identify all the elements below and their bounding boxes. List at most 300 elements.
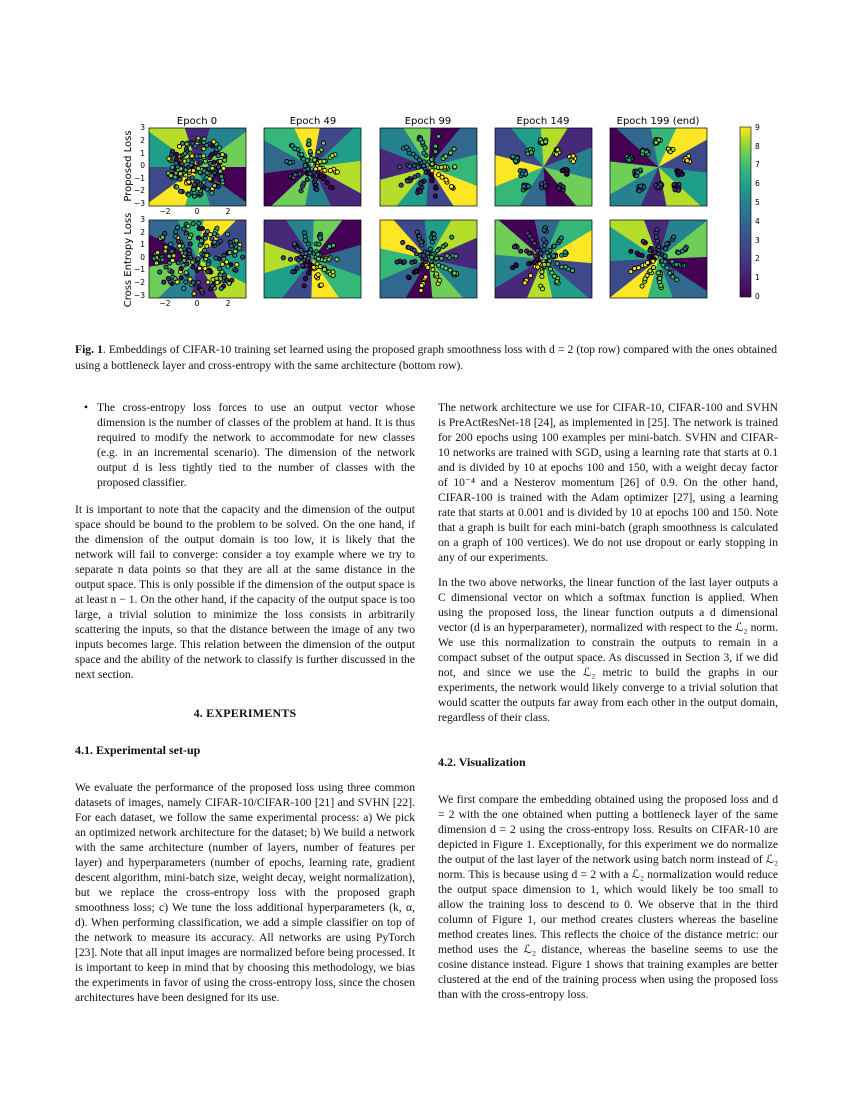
data-point — [636, 266, 640, 270]
data-point — [202, 248, 206, 252]
data-point — [512, 245, 516, 249]
data-point — [414, 269, 418, 273]
data-point — [205, 253, 209, 257]
data-point — [429, 157, 433, 161]
data-point — [439, 256, 443, 260]
data-point — [655, 228, 659, 232]
bullet-item — [75, 400, 415, 490]
x-axis-ticks-row2 — [159, 299, 230, 308]
y-axis-ticks-row2 — [134, 215, 145, 300]
data-point — [215, 226, 219, 230]
subsection-title-visualization: 4.2. Visualization — [438, 755, 526, 769]
data-point — [291, 270, 295, 274]
data-point — [293, 173, 297, 177]
svg-text:−1: −1 — [133, 265, 145, 274]
data-point — [305, 263, 309, 267]
data-point — [680, 249, 684, 253]
data-point — [670, 259, 674, 263]
data-point — [188, 236, 192, 240]
data-point — [170, 165, 174, 169]
data-point — [167, 157, 171, 161]
data-point — [648, 269, 652, 273]
data-point — [178, 189, 182, 193]
data-point — [179, 167, 183, 171]
svg-text:−3: −3 — [133, 291, 145, 300]
data-point — [430, 263, 434, 267]
data-point — [317, 242, 321, 246]
data-point — [173, 277, 177, 281]
data-point — [196, 180, 200, 184]
data-point — [173, 175, 177, 179]
data-point — [205, 187, 209, 191]
data-point — [529, 274, 533, 278]
x-axis-ticks-row1 — [159, 207, 230, 216]
data-point — [187, 248, 191, 252]
data-point — [190, 176, 194, 180]
section-title-experiments: 4. EXPERIMENTS — [193, 706, 297, 720]
data-point — [220, 153, 224, 157]
data-point — [445, 254, 449, 258]
data-point — [202, 154, 206, 158]
data-point — [453, 165, 457, 169]
data-point — [228, 250, 232, 254]
data-point — [513, 159, 517, 163]
data-point — [430, 162, 434, 166]
row-label-cross-entropy: Cross Entropy Loss — [123, 212, 134, 308]
data-point — [292, 242, 296, 246]
data-point — [313, 158, 317, 162]
data-point — [198, 161, 202, 165]
data-point — [314, 167, 318, 171]
data-point — [315, 187, 319, 191]
data-point — [186, 158, 190, 162]
data-point — [297, 258, 301, 262]
data-point — [325, 180, 329, 184]
data-point — [318, 265, 322, 269]
svg-text:2: 2 — [140, 228, 145, 237]
svg-text:8: 8 — [755, 142, 760, 151]
data-point — [552, 274, 556, 278]
data-point — [440, 175, 444, 179]
data-point — [299, 189, 303, 193]
data-point — [212, 184, 216, 188]
svg-text:2: 2 — [755, 254, 760, 263]
left-column — [75, 400, 415, 1015]
data-point — [156, 250, 160, 254]
data-point — [217, 267, 221, 271]
data-point — [202, 180, 206, 184]
svg-text:0: 0 — [140, 253, 145, 262]
data-point — [237, 246, 241, 250]
data-point — [434, 272, 438, 276]
data-point — [555, 262, 559, 266]
data-point — [647, 255, 651, 259]
data-point — [186, 224, 190, 228]
data-point — [654, 140, 658, 144]
data-point — [235, 263, 239, 267]
data-point — [532, 241, 536, 245]
data-point — [554, 152, 558, 156]
data-point — [511, 266, 515, 270]
svg-text:2: 2 — [225, 299, 231, 308]
data-point — [560, 265, 564, 269]
data-point — [173, 234, 177, 238]
data-point — [519, 249, 523, 253]
data-point — [327, 257, 331, 261]
data-point — [410, 260, 414, 264]
data-point — [225, 232, 229, 236]
data-point — [397, 165, 401, 169]
data-point — [641, 149, 645, 153]
data-point — [182, 227, 186, 231]
svg-text:3: 3 — [755, 236, 760, 245]
data-point — [639, 184, 643, 188]
svg-text:0: 0 — [140, 161, 145, 170]
data-point — [655, 239, 659, 243]
data-point — [422, 164, 426, 168]
data-point — [222, 273, 226, 277]
data-point — [425, 251, 429, 255]
data-point — [218, 159, 222, 163]
data-point — [671, 235, 675, 239]
data-point — [423, 146, 427, 150]
data-point — [430, 255, 434, 259]
data-point — [428, 247, 432, 251]
data-point — [316, 150, 320, 154]
data-point — [542, 228, 546, 232]
data-point — [419, 288, 423, 292]
data-point — [433, 194, 437, 198]
data-point — [191, 265, 195, 269]
data-point — [439, 165, 443, 169]
data-point — [323, 168, 327, 172]
data-point — [199, 239, 203, 243]
subsection-title-setup: 4.1. Experimental set-up — [75, 743, 201, 757]
data-point — [420, 140, 424, 144]
data-point — [302, 181, 306, 185]
data-point — [552, 244, 556, 248]
data-point — [217, 257, 221, 261]
data-point — [175, 185, 179, 189]
data-point — [528, 234, 532, 238]
data-point — [430, 240, 434, 244]
caption-text: . Embeddings of CIFAR-10 training set learned using the proposed graph smoothness loss with d = 2 (top row) compared with the ones obtained using a bottleneck layer and cross-entropy with the same architecture (bottom row). — [75, 343, 778, 372]
data-point — [327, 244, 331, 248]
data-point — [200, 291, 204, 295]
data-point — [316, 252, 320, 256]
data-point — [158, 270, 162, 274]
data-point — [170, 270, 174, 274]
data-point — [564, 172, 568, 176]
data-point — [523, 281, 527, 285]
data-point — [316, 257, 320, 261]
data-point — [331, 243, 335, 247]
svg-text:3: 3 — [140, 123, 145, 132]
svg-text:3: 3 — [140, 215, 145, 224]
data-point — [197, 221, 201, 225]
data-point — [210, 166, 214, 170]
data-point — [198, 243, 202, 247]
data-point — [196, 136, 200, 140]
data-point — [571, 160, 575, 164]
data-point — [302, 284, 306, 288]
data-point — [169, 174, 173, 178]
data-point — [406, 275, 410, 279]
data-point — [169, 153, 173, 157]
data-point — [234, 239, 238, 243]
data-point — [293, 147, 297, 151]
data-point — [557, 186, 561, 190]
data-point — [177, 244, 181, 248]
data-point — [192, 194, 196, 198]
data-point — [191, 281, 195, 285]
data-point — [419, 240, 423, 244]
data-point — [174, 171, 178, 175]
data-point — [308, 251, 312, 255]
paragraph: We first compare the embedding obtained using the proposed loss and d = 2 with the one obtained when putting a bottleneck layer of the same dimension d = 2 using the cross-entropy loss. Results on CIFAR-10 are depicted in Figure 1. Exceptionally, for this experiment we do normalize the output of the last layer of the network using batch norm instead of ℒ₂ norm. This is because using d = 2 with a ℒ₂ normalization would reduce the output space dimension to 1, which would likely be too small to allow the training loss to descend to 0. We observe that in the third column of Figure 1, our method creates clusters whereas the baseline method creates lines. This reflects the choice of the distance metric: our method uses the ℒ₂ distance, whereas the baseline seems to use the cosine distance instead. Figure 1 shows that training examples are better clustered at the end of the training process when using the proposed loss than with the cross-entropy loss. — [438, 793, 778, 1001]
data-point — [527, 251, 531, 255]
data-point — [542, 262, 546, 266]
svg-text:0: 0 — [194, 299, 200, 308]
data-point — [171, 258, 175, 262]
data-point — [422, 160, 426, 164]
data-point — [533, 260, 537, 264]
colorbar-ticks — [755, 123, 760, 301]
figure-caption — [75, 342, 777, 374]
paragraph: It is important to note that the capacity and the dimension of the output space should be bound to the problem to be solved. On the one hand, if the dimension of the output domain is too low, it is likely that the network will fail to converge: consider a toy example where we try to separate n data points so that they are all at the same distance in the output space. This is only possible if the dimension of the output space is at least n − 1. On the other hand, if the capacity of the output space is too large, a trivial solution to minimize the loss consists in arbitrarily scattering the inputs, so that the distance between the image of any two inputs becomes large. This relation between the dimension of the output space and the ability of the network to classify is further discussed in the next section. — [75, 503, 415, 681]
data-point — [190, 154, 194, 158]
data-point — [548, 267, 552, 271]
data-point — [210, 284, 214, 288]
data-point — [281, 256, 285, 260]
data-point — [196, 257, 200, 261]
data-point — [432, 232, 436, 236]
data-point — [218, 169, 222, 173]
data-point — [220, 262, 224, 266]
data-point — [559, 236, 563, 240]
data-point — [322, 159, 326, 163]
paragraph: We evaluate the performance of the proposed loss using three common datasets of images, namely CIFAR-10/CIFAR-100 [21] and SVHN [22]. For each dataset, we follow the same experimental process: a) We pick an optimized network architecture for the dataset; b) We build a network with the same architecture (number of layers, number of features per layer) and hyperparameters (number of epochs, learning rate, gradient descent algorithm, mini-batch size, weight decay, weight normalization), but we replace the cross-entropy loss with the proposed graph smoothness loss; c) We tune the loss additional hyperparameters (k, α, d). When performing classification, we add a simple classifier on top of the network to measure its accuracy. All networks are using PyTorch [23]. Note that all input images are normalized before being processed. It is important to keep in mind that by choosing this methodology, we bias the experiments in favor of using the cross-entropy loss, since the chosen architectures have been designed for its use. — [75, 781, 415, 1004]
data-point — [174, 230, 178, 234]
data-point — [186, 165, 190, 169]
data-point — [175, 152, 179, 156]
data-point — [438, 278, 442, 282]
data-point — [527, 262, 531, 266]
data-point — [187, 180, 191, 184]
data-point — [218, 239, 222, 243]
data-point — [210, 144, 214, 148]
data-point — [169, 242, 173, 246]
data-point — [313, 177, 317, 181]
data-point — [657, 245, 661, 249]
data-point — [335, 170, 339, 174]
data-point — [203, 266, 207, 270]
data-point — [674, 262, 678, 266]
data-point — [197, 286, 201, 290]
bullet-icon: • — [83, 400, 89, 414]
bullet-text: The cross-entropy loss forces to use an output vector whose dimension is the number of classes of the problem at hand. It is thus required to modify the network to accommodate for new classes (e.g. in an incremental scenario). The dimension of the network output d is less tightly tied to the number of classes with the proposed classifier. — [97, 401, 415, 489]
data-point — [163, 249, 167, 253]
data-point — [205, 171, 209, 175]
data-point — [671, 275, 675, 279]
data-point — [176, 261, 180, 265]
data-point — [405, 179, 409, 183]
colorbar — [740, 127, 751, 297]
data-point — [675, 278, 679, 282]
data-point — [672, 182, 676, 186]
data-point — [529, 150, 533, 154]
data-point — [330, 154, 334, 158]
data-point — [216, 165, 220, 169]
data-point — [215, 280, 219, 284]
data-point — [668, 150, 672, 154]
y-axis-ticks-row1 — [134, 123, 145, 208]
data-point — [170, 249, 174, 253]
data-point — [219, 286, 223, 290]
data-point — [185, 142, 189, 146]
data-point — [402, 260, 406, 264]
data-point — [174, 161, 178, 165]
figure-1 — [0, 0, 850, 320]
data-point — [233, 253, 237, 257]
data-point — [192, 292, 196, 296]
data-point — [303, 276, 307, 280]
data-point — [328, 185, 332, 189]
data-point — [523, 172, 527, 176]
data-point — [664, 247, 668, 251]
data-point — [452, 147, 456, 151]
data-point — [416, 173, 420, 177]
svg-text:5: 5 — [755, 198, 760, 207]
data-point — [449, 151, 453, 155]
data-point — [640, 284, 644, 288]
data-point — [419, 266, 423, 270]
data-point — [192, 188, 196, 192]
data-point — [197, 266, 201, 270]
data-point — [570, 268, 574, 272]
epoch-title-149: Epoch 149 — [516, 116, 570, 127]
data-point — [187, 193, 191, 197]
data-point — [188, 277, 192, 281]
data-point — [399, 183, 403, 187]
data-point — [548, 248, 552, 252]
data-point — [449, 184, 453, 188]
data-point — [196, 280, 200, 284]
data-point — [422, 253, 426, 257]
data-point — [222, 257, 226, 261]
data-point — [166, 276, 170, 280]
data-point — [414, 252, 418, 256]
data-point — [318, 166, 322, 170]
data-point — [177, 144, 181, 148]
data-point — [433, 144, 437, 148]
data-point — [571, 154, 575, 158]
data-point — [205, 229, 209, 233]
data-point — [179, 276, 183, 280]
data-point — [685, 159, 689, 163]
data-point — [318, 236, 322, 240]
data-point — [544, 184, 548, 188]
data-point — [210, 191, 214, 195]
data-point — [436, 134, 440, 138]
data-point — [178, 172, 182, 176]
data-point — [167, 254, 171, 258]
data-point — [164, 245, 168, 249]
data-point — [183, 152, 187, 156]
data-point — [676, 188, 680, 192]
data-point — [544, 140, 548, 144]
row-label-proposed: Proposed Loss — [123, 130, 134, 202]
data-point — [302, 231, 306, 235]
data-point — [401, 241, 405, 245]
data-point — [196, 187, 200, 191]
data-point — [306, 256, 310, 260]
data-point — [435, 249, 439, 253]
right-column — [438, 400, 778, 1012]
data-point — [300, 264, 304, 268]
data-point — [659, 283, 663, 287]
data-point — [632, 266, 636, 270]
data-point — [540, 274, 544, 278]
data-point — [303, 164, 307, 168]
data-point — [659, 183, 663, 187]
data-point — [316, 273, 320, 277]
epoch-title-99: Epoch 99 — [404, 116, 452, 127]
data-point — [643, 277, 647, 281]
svg-text:−2: −2 — [159, 207, 171, 216]
data-point — [223, 158, 227, 162]
data-point — [444, 154, 448, 158]
data-point — [423, 275, 427, 279]
data-point — [184, 173, 188, 177]
data-point — [218, 146, 222, 150]
data-point — [431, 268, 435, 272]
data-point — [536, 265, 540, 269]
svg-text:9: 9 — [755, 123, 760, 132]
data-point — [434, 185, 438, 189]
data-point — [152, 257, 156, 261]
svg-text:4: 4 — [755, 217, 760, 226]
epoch-title-49: Epoch 49 — [289, 116, 337, 127]
data-point — [511, 155, 515, 159]
data-point — [205, 244, 209, 248]
data-point — [295, 266, 299, 270]
data-point — [420, 283, 424, 287]
data-point — [328, 168, 332, 172]
data-point — [188, 242, 192, 246]
caption-label: Fig. 1 — [75, 343, 103, 356]
paragraph: The network architecture we use for CIFAR-10, CIFAR-100 and SVHN is PreActResNet-18 [24], as implemented in [25]. The network is trained for 200 epochs using 100 examples per mini-batch. SVHN and CIFAR-10 networks are trained with SGD, using a learning rate that starts at 0.1 and is divided by 10 at epochs 100 and 150, with a weight decay factor of 10⁻⁴ and a Nesterov momentum [26] of 0.9. On the other hand, CIFAR-100 is trained with the Adam optimizer [27], using a learning rate that starts at 0.001 and is divided by 10 at epochs 100 and 150. Note that a graph is built for each mini-batch (graph smoothness is calculated on a graph of 100 vertices). We do not use dropout or early stopping in any of our experiments. — [438, 401, 778, 564]
data-point — [229, 263, 233, 267]
data-point — [419, 182, 423, 186]
data-point — [653, 250, 657, 254]
data-point — [636, 170, 640, 174]
data-point — [308, 267, 312, 271]
data-point — [627, 158, 631, 162]
data-point — [635, 251, 639, 255]
data-point — [208, 177, 212, 181]
svg-text:−2: −2 — [133, 186, 145, 195]
data-point — [629, 270, 633, 274]
data-point — [288, 160, 292, 164]
data-point — [658, 276, 662, 280]
svg-text:−3: −3 — [133, 199, 145, 208]
data-point — [563, 250, 567, 254]
epoch-title-0: Epoch 0 — [176, 116, 218, 127]
data-point — [305, 158, 309, 162]
data-point — [526, 184, 530, 188]
data-point — [665, 266, 669, 270]
